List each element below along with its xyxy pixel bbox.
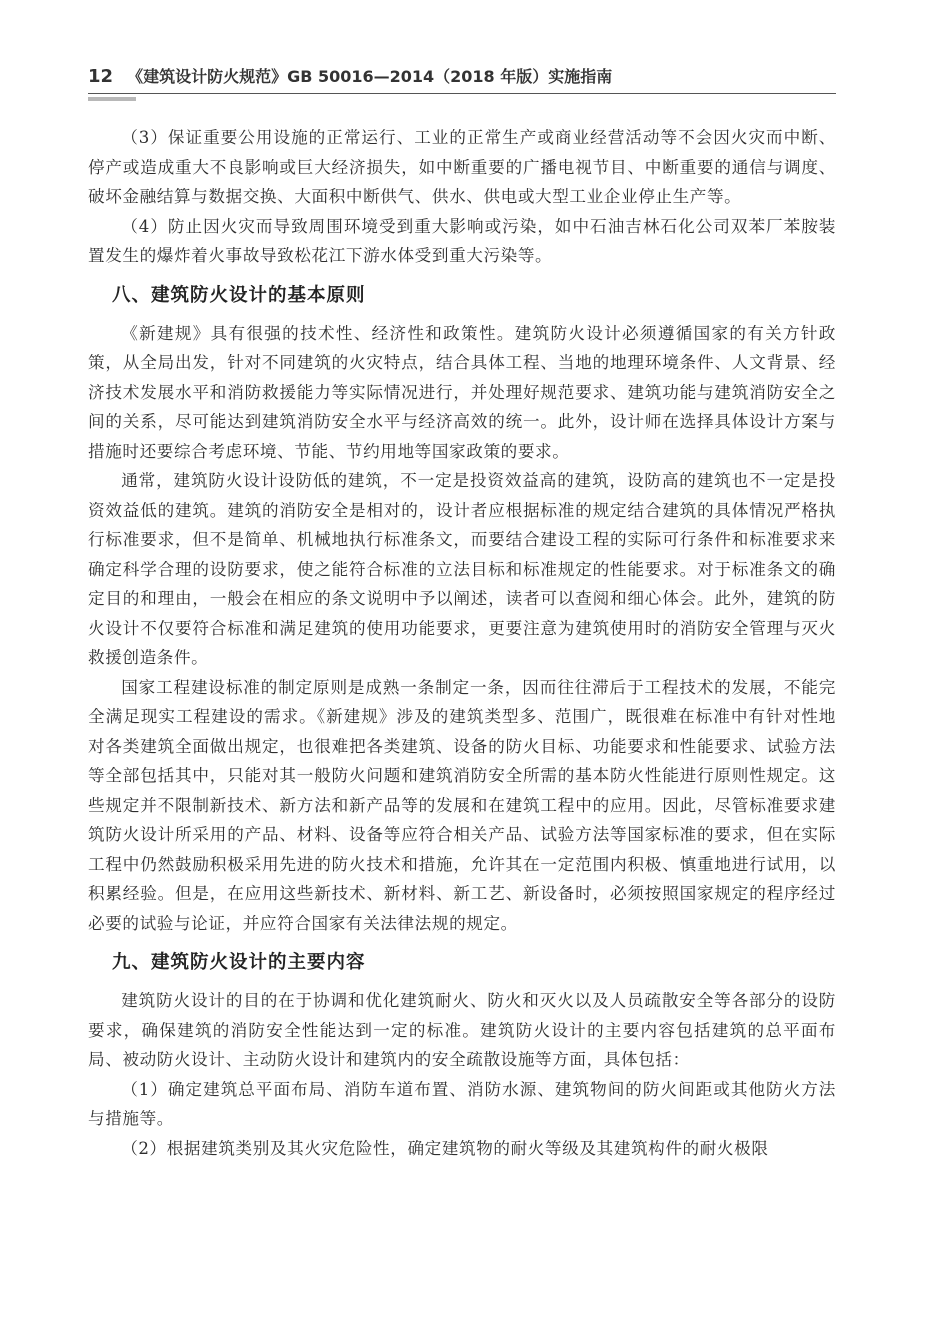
paragraph-item-4: （4）防止因火灾而导致周围环境受到重大影响或污染，如中石油吉林石化公司双苯厂苯胺装置发生的爆炸着火事故导致松花江下游水体受到重大污染等。 [88,216,836,265]
paragraph-content-intro: 建筑防火设计的目的在于协调和优化建筑耐火、防火和灭火以及人员疏散安全等各部分的设防要求，确保建筑的消防安全性能达到一定的标准。建筑防火设计的主要内容包括建筑的总平面布局、被动防火设计、主动防火设计和建筑内的安全疏散设施等方面，具体包括： [88,991,836,1069]
header-divider [88,93,836,94]
paragraph-item-3: （3）保证重要公用设施的正常运行、工业的正常生产或商业经营活动等不会因火灾而中断、停产或造成重大不良影响或巨大经济损失，如中断重要的广播电视节目、中断重要的通信与调度、破坏金融结算与数据交换、大面积中断供气、供水、供电或大型工业企业停止生产等。 [88,128,836,206]
paragraph-principles-standards: 国家工程建设标准的制定原则是成熟一条制定一条，因而往往滞后于工程技术的发展，不能完全满足现实工程建设的需求。《新建规》涉及的建筑类型多、范围广，既很难在标准中有针对性地对各类建筑全面做出规定，也很难把各类建筑、设备的防火目标、功能要求和性能要求、试验方法等全部包括其中，只能对其一般防火问题和建筑消防安全所需的基本防火性能进行原则性规定。这些规定并不限制新技术、新方法和新产品等的发展和在建筑工程中的应用。因此，尽管标准要求建筑防火设计所采用的产品、材料、设备等应符合相关产品、试验方法等国家标准的要求，但在实际工程中仍然鼓励积极采用先进的防火技术和措施，允许其在一定范围内积极、慎重地进行试用，以积累经验。但是，在应用这些新技术、新材料、新工艺、新设备时，必须按照国家规定的程序经过必要的试验与论证，并应符合国家有关法律法规的规定。 [88,677,836,933]
running-header [88,64,848,90]
page-number: 12 [88,66,114,87]
header-decoration [88,97,136,101]
book-title: 《建筑设计防火规范》GB 50016—2014（2018 年版）实施指南 [127,67,613,86]
section-heading-9: 九、建筑防火设计的主要内容 [112,952,366,973]
section-heading-8: 八、建筑防火设计的基本原则 [112,284,366,306]
body-text [88,123,836,1163]
paragraph-principles-relativity: 通常，建筑防火设计设防低的建筑，不一定是投资效益高的建筑，设防高的建筑也不一定是投资效益低的建筑。建筑的消防安全是相对的，设计者应根据标准的规定结合建筑的具体情况严格执行标准要求，但不是简单、机械地执行标准条文，而要结合建设工程的实际可行条件和标准要求来确定科学合理的设防要求，使之能符合标准的立法目标和标准规定的性能要求。对于标准条文的确定目的和理由，一般会在相应的条文说明中予以阐述，读者可以查阅和细心体会。此外，建筑的防火设计不仅要符合标准和满足建筑的使用功能要求，更要注意为建筑使用时的消防安全管理与灭火救援创造条件。 [88,471,836,667]
paragraph-principles-intro: 《新建规》具有很强的技术性、经济性和政策性。建筑防火设计必须遵循国家的有关方针政策，从全局出发，针对不同建筑的火灾特点，结合具体工程、当地的地理环境条件、人文背景、经济技术发展水平和消防救援能力等实际情况进行，并处理好规范要求、建筑功能与建筑消防安全之间的关系，尽可能达到建筑消防安全水平与经济高效的统一。此外，设计师在选择具体设计方案与措施时还要综合考虑环境、节能、节约用地等国家政策的要求。 [88,323,836,461]
paragraph-content-item-2: （2）根据建筑类别及其火灾危险性，确定建筑物的耐火等级及其建筑构件的耐火极限 [121,1138,769,1158]
paragraph-content-item-1: （1）确定建筑总平面布局、消防车道布置、消防水源、建筑物间的防火间距或其他防火方法与措施等。 [88,1079,836,1128]
